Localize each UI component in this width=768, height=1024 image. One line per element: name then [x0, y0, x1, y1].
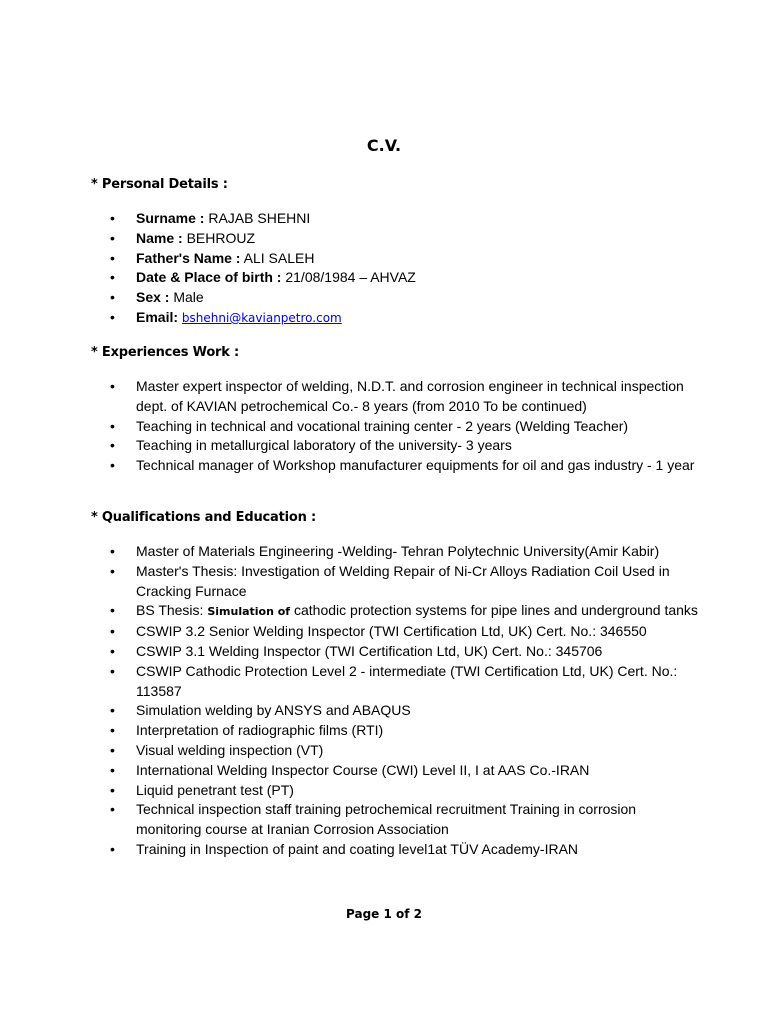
name-value: BEHROUZ — [186, 229, 256, 246]
page-number: Page 1 of 2 — [346, 907, 422, 921]
experience-heading: * Experiences Work : — [91, 345, 240, 360]
list-item: • CSWIP 3.2 Senior Welding Inspector (TWI Certification Ltd, UK) Cert. No.: 346550 — [110, 622, 700, 642]
name-label: Name : — [136, 229, 183, 246]
list-item — [110, 601, 700, 622]
qualifications-list — [110, 542, 700, 860]
personal-details-heading: * Personal Details : — [91, 177, 228, 192]
experience-list — [110, 377, 700, 476]
list-item: • Master expert inspector of welding, N.D.T. and corrosion engineer in technical inspection dept. of KAVIAN petrochemical Co.- 8 years (from 2010 To be continued) — [110, 377, 700, 417]
surname-label: Surname : — [136, 210, 205, 226]
bs-thesis-text: cathodic protection systems for pipe lines and underground tanks — [290, 602, 698, 619]
list-item — [110, 229, 700, 249]
list-item: • Interpretation of radiographic films (RTI) — [110, 721, 700, 741]
list-item: • Technical manager of Workshop manufacturer equipments for oil and gas industry - 1 year — [110, 456, 700, 476]
list-item: • Visual welding inspection (VT) — [110, 741, 700, 761]
qualifications-heading: * Qualifications and Education : — [91, 510, 316, 525]
list-item: • CSWIP Cathodic Protection Level 2 - intermediate (TWI Certification Ltd, UK) Cert. No.: 113587 — [110, 662, 700, 702]
list-item — [110, 249, 700, 269]
list-item: • Master of Materials Engineering -Welding- Tehran Polytechnic University(Amir Kabir) — [110, 542, 700, 562]
birth-value: 21/08/1984 – AHVAZ — [285, 269, 416, 286]
father-name-value: ALI SALEH — [243, 249, 315, 266]
list-item: • International Welding Inspector Course (CWI) Level II, I at AAS Co.-IRAN — [110, 761, 700, 781]
list-item: • Training in Inspection of paint and coating level1at TÜV Academy-IRAN — [110, 840, 700, 860]
list-item — [110, 268, 700, 288]
list-item — [110, 308, 700, 329]
sex-label: Sex : — [136, 289, 170, 306]
surname-value: RAJAB SHEHNI — [208, 210, 311, 226]
list-item: • Master's Thesis: Investigation of Welding Repair of Ni-Cr Alloys Radiation Coil Used in Cracking Furnace — [110, 562, 700, 602]
sex-value: Male — [173, 289, 204, 306]
list-item: • Simulation welding by ANSYS and ABAQUS — [110, 701, 700, 721]
list-item: • Technical inspection staff training petrochemical recruitment Training in corrosion monitoring course at Iranian Corrosion Association — [110, 800, 700, 840]
birth-label: Date & Place of birth : — [136, 269, 282, 286]
bs-thesis-emphasis: Simulation of — [207, 605, 291, 619]
list-item — [110, 209, 700, 229]
list-item: • Teaching in technical and vocational training center - 2 years (Welding Teacher) — [110, 417, 700, 437]
list-item — [110, 288, 700, 308]
bs-thesis-label: BS Thesis: — [136, 602, 204, 619]
list-item: • Liquid penetrant test (PT) — [110, 781, 700, 801]
document-title: C.V. — [366, 136, 402, 155]
list-item: • CSWIP 3.1 Welding Inspector (TWI Certification Ltd, UK) Cert. No.: 345706 — [110, 642, 700, 662]
personal-details-list — [110, 209, 700, 329]
email-link[interactable]: bshehni@kavianpetro.com — [181, 310, 342, 325]
father-name-label: Father's Name : — [136, 249, 241, 266]
list-item: • Teaching in metallurgical laboratory of the university- 3 years — [110, 436, 700, 456]
email-label: Email: — [136, 308, 179, 325]
